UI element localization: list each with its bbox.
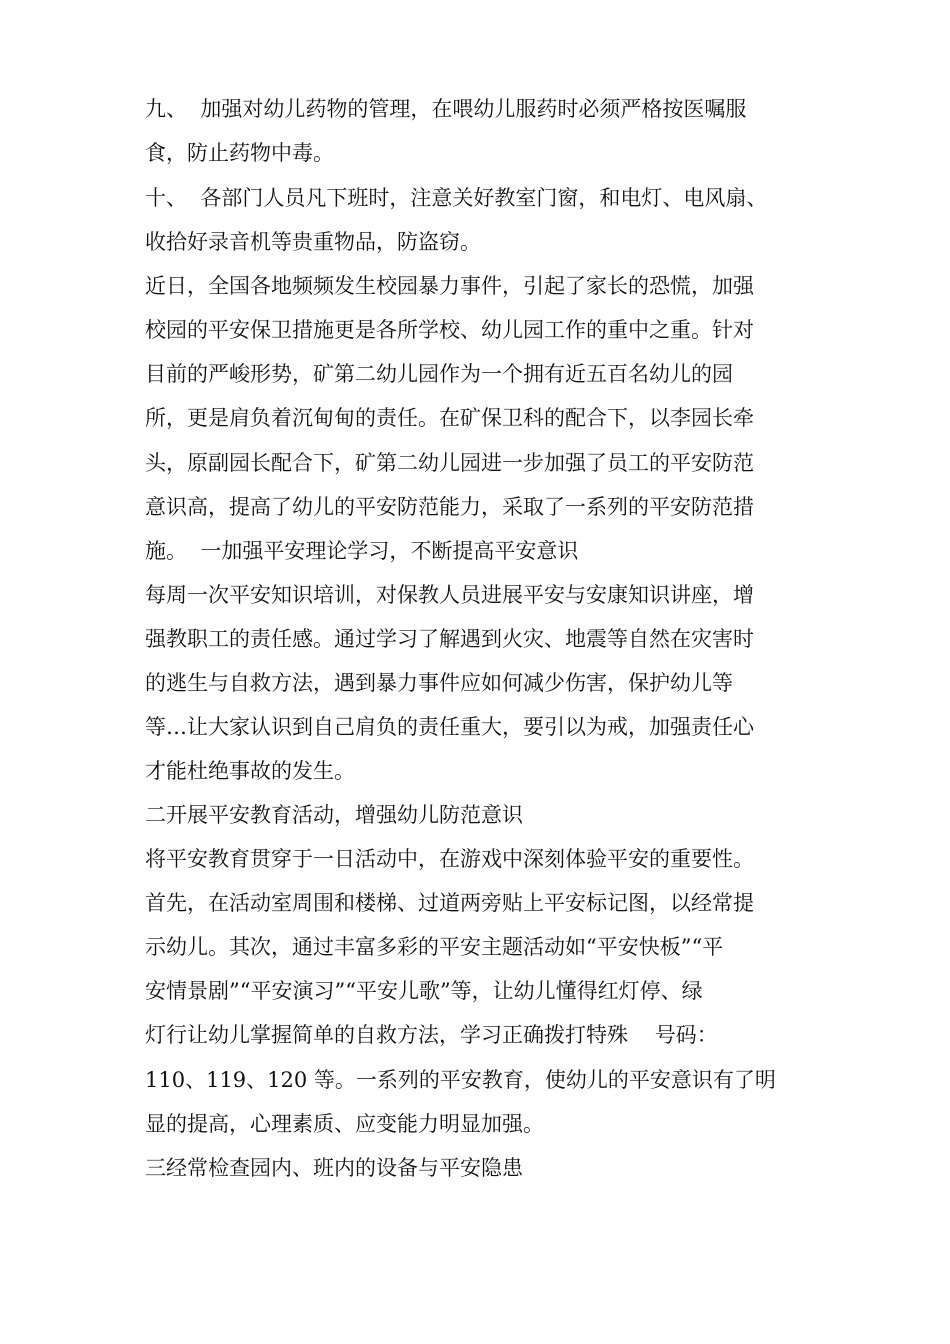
text-line: 十、 各部门人员凡下班时，注意关好教室门窗，和电灯、电风扇、 (145, 186, 768, 210)
text-line: 强教职工的责任感。通过学习了解遇到火灾、地震等自然在灾害时 (145, 627, 754, 651)
text-line: 校园的平安保卫措施更是各所学校、幼儿园工作的重中之重。针对 (145, 318, 754, 342)
text-line: 安情景剧”“平安演习”“平安儿歌”等，让幼儿懂得红灯停、绿 (145, 979, 703, 1003)
text-line: 每周一次平安知识培训，对保教人员进展平安与安康知识讲座，增 (145, 583, 754, 607)
text-line: 头，原副园长配合下，矿第二幼儿园进一步加强了员工的平安防范 (145, 451, 754, 475)
text-line: 目前的严峻形势，矿第二幼儿园作为一个拥有近五百名幼儿的园 (145, 362, 733, 386)
text-line: 食，防止药物中毒。 (145, 141, 334, 165)
text-line: 将平安教育贯穿于一日活动中，在游戏中深刻体验平安的重要性。 (145, 847, 754, 871)
text-line: 意识高，提高了幼儿的平安防范能力，采取了一系列的平安防范措 (145, 495, 754, 519)
text-line: 示幼儿。其次，通过丰富多彩的平安主题活动如“平安快板”“平 (145, 935, 724, 959)
section-heading: 施。 一加强平安理论学习，不断提高平安意识 (145, 539, 579, 563)
section-heading: 三经常检查园内、班内的设备与平安隐患 (145, 1156, 523, 1180)
text-line: 收拾好录音机等贵重物品，防盗窃。 (145, 230, 481, 254)
section-heading: 二开展平安教育活动，增强幼儿防范意识 (145, 803, 523, 827)
text-line: 首先，在活动室周围和楼梯、过道两旁贴上平安标记图，以经常提 (145, 891, 754, 915)
text-line: 所，更是肩负着沉甸甸的责任。在矿保卫科的配合下，以李园长牵 (145, 406, 754, 430)
text-line: 九、 加强对幼儿药物的管理，在喂幼儿服药时必须严格按医嘱服 (145, 97, 747, 121)
text-line: 近日，全国各地频频发生校园暴力事件，引起了家长的恐慌，加强 (145, 274, 754, 298)
text-line: 的逃生与自救方法，遇到暴力事件应如何减少伤害，保护幼儿等 (145, 671, 733, 695)
text-line: 110、119、120 等。一系列的平安教育，使幼儿的平安意识有了明 (145, 1068, 776, 1092)
text-line: 才能杜绝事故的发生。 (145, 759, 355, 783)
text-line: 等…让大家认识到自己肩负的责任重大，要引以为戒，加强责任心 (145, 715, 754, 739)
text-line: 显的提高，心理素质、应变能力明显加强。 (145, 1112, 544, 1136)
text-line: 灯行让幼儿掌握简单的自救方法，学习正确拨打特殊 号码： (145, 1023, 718, 1047)
